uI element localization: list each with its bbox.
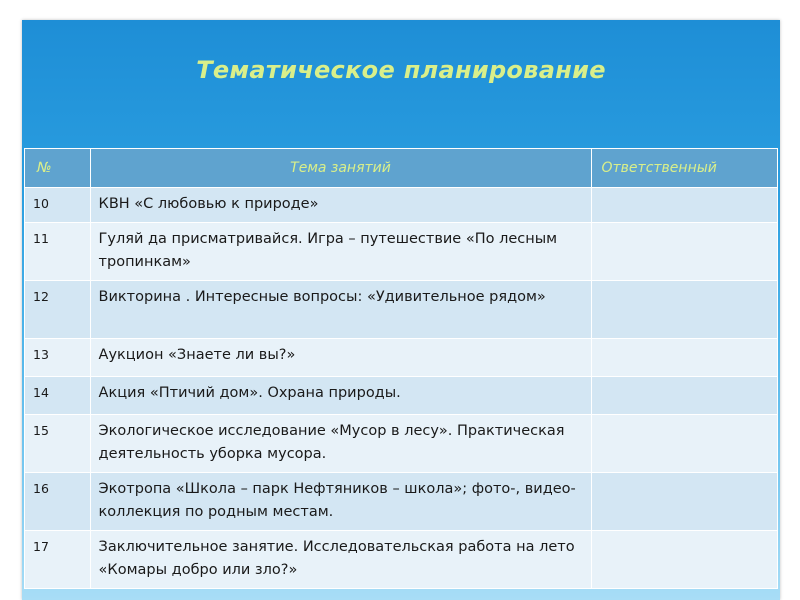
row-topic: Акция «Птичий дом». Охрана природы. [90, 377, 591, 415]
row-num: 15 [25, 415, 91, 473]
table-row [25, 223, 778, 281]
planning-table [24, 148, 778, 589]
row-responsible [591, 415, 778, 473]
row-num: 12 [25, 281, 91, 339]
table-row [25, 188, 778, 223]
row-num: 17 [25, 531, 91, 589]
row-responsible [591, 223, 778, 281]
row-num: 10 [25, 188, 91, 223]
row-responsible [591, 531, 778, 589]
table-row [25, 473, 778, 531]
slide [22, 20, 780, 600]
table-header-row [25, 149, 778, 188]
row-topic: Экотропа «Школа – парк Нефтяников – школа»; фото-, видео- коллекция по родным местам. [90, 473, 591, 531]
row-num: 16 [25, 473, 91, 531]
row-num: 11 [25, 223, 91, 281]
table-row [25, 339, 778, 377]
row-topic: КВН «С любовью к природе» [90, 188, 591, 223]
row-responsible [591, 188, 778, 223]
row-responsible [591, 281, 778, 339]
table-row [25, 281, 778, 339]
row-responsible [591, 339, 778, 377]
row-num: 13 [25, 339, 91, 377]
header-topic: Тема занятий [90, 149, 591, 188]
row-topic: Гуляй да присматривайся. Игра – путешествие «По лесным тропинкам» [90, 223, 591, 281]
row-num: 14 [25, 377, 91, 415]
table-row [25, 377, 778, 415]
row-responsible [591, 473, 778, 531]
table-row [25, 531, 778, 589]
row-topic: Экологическое исследование «Мусор в лесу». Практическая деятельность уборка мусора. [90, 415, 591, 473]
row-responsible [591, 377, 778, 415]
row-topic: Аукцион «Знаете ли вы?» [90, 339, 591, 377]
table-row [25, 415, 778, 473]
row-topic: Заключительное занятие. Исследовательская работа на лето «Комары добро или зло?» [90, 531, 591, 589]
header-num: № [25, 149, 91, 188]
slide-title: Тематическое планирование [196, 56, 606, 84]
row-topic: Викторина . Интересные вопросы: «Удивительное рядом» [90, 281, 591, 339]
header-responsible: Ответственный [591, 149, 778, 188]
